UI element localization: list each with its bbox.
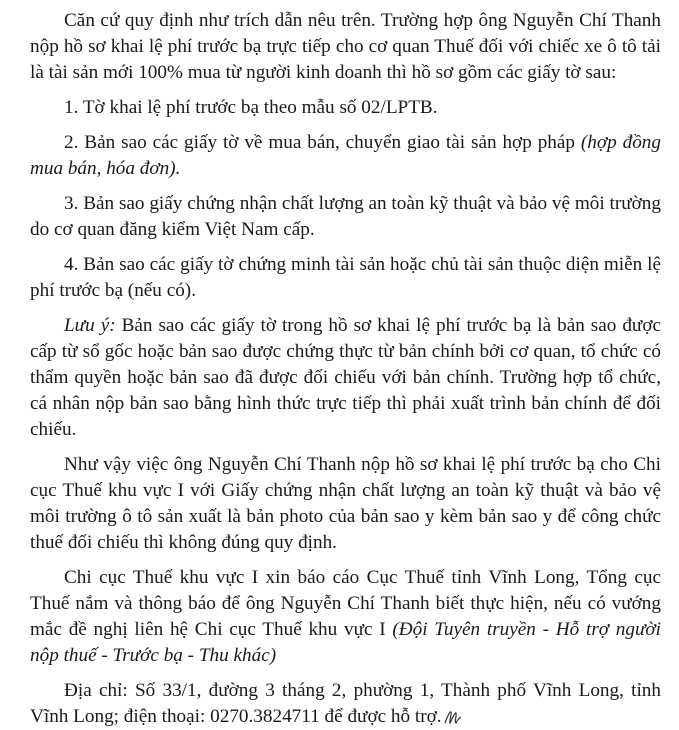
report-paragraph (30, 565, 661, 669)
signature-mark (444, 709, 462, 725)
list-item-3: 3. Bản sao giấy chứng nhận chất lượng an toàn kỹ thuật và bảo vệ môi trường do cơ quan đăng kiểm Việt Nam cấp. (30, 193, 661, 240)
list-item-2-italic: (hợp đồng mua bán, hóa đơn). (30, 132, 661, 179)
intro-paragraph: Căn cứ quy định như trích dẫn nêu trên. Trường hợp ông Nguyễn Chí Thanh nộp hồ sơ khai lệ phí trước bạ trực tiếp cho cơ quan Thuế đối với chiếc xe ô tô tải là tài sản mới 100% mua từ người kinh doanh thì hồ sơ gồm các giấy tờ sau: (30, 10, 661, 83)
note-label: Lưu ý: (64, 315, 116, 336)
list-item-1: 1. Tờ khai lệ phí trước bạ theo mẫu số 02/LPTB. (64, 97, 438, 118)
conclusion-paragraph: Như vậy việc ông Nguyễn Chí Thanh nộp hồ sơ khai lệ phí trước bạ cho Chi cục Thuế khu vực I với Giấy chứng nhận chất lượng an toàn kỹ thuật và bảo vệ môi trường ô tô sản xuất là bản photo của bản sao y kèm bản sao y để công chức thuế đối chiếu thì không đúng quy định. (30, 454, 661, 553)
list-item-2 (30, 130, 661, 182)
note-text: Bản sao các giấy tờ trong hồ sơ khai lệ phí trước bạ là bản sao được cấp từ sổ gốc hoặc bản sao được chứng thực từ bản chính bởi cơ quan, tổ chức có thẩm quyền hoặc bản sao đã được đối chiếu với bản chính. Trường hợp tổ chức, cá nhân nộp bản sao bằng hình thức trực tiếp thì phải xuất trình bản chính để đối chiếu. (30, 315, 661, 440)
report-italic: (Đội Tuyên truyền - Hỗ trợ người nộp thuế - Trước bạ - Thu khác) (30, 619, 661, 666)
list-item-4: 4. Bản sao các giấy tờ chứng minh tài sản hoặc chủ tài sản thuộc diện miễn lệ phí trước bạ (nếu có). (30, 254, 661, 301)
list-item-2-text: 2. Bản sao các giấy tờ về mua bán, chuyển giao tài sản hợp pháp (64, 132, 581, 153)
report-text: Chi cục Thuế khu vực I xin báo cáo Cục Thuế tỉnh Vĩnh Long, Tổng cục Thuế nắm và thông báo để ông Nguyễn Chí Thanh biết thực hiện, nếu có vướng mắc đề nghị liên hệ Chi cục Thuế khu vực I (30, 567, 661, 640)
address-paragraph (30, 678, 661, 730)
address-text: Địa chỉ: Số 33/1, đường 3 tháng 2, phường 1, Thành phố Vĩnh Long, tỉnh Vĩnh Long; điện thoại: 0270.3824711 để được hỗ trợ. (30, 680, 661, 727)
note-paragraph (30, 313, 661, 443)
